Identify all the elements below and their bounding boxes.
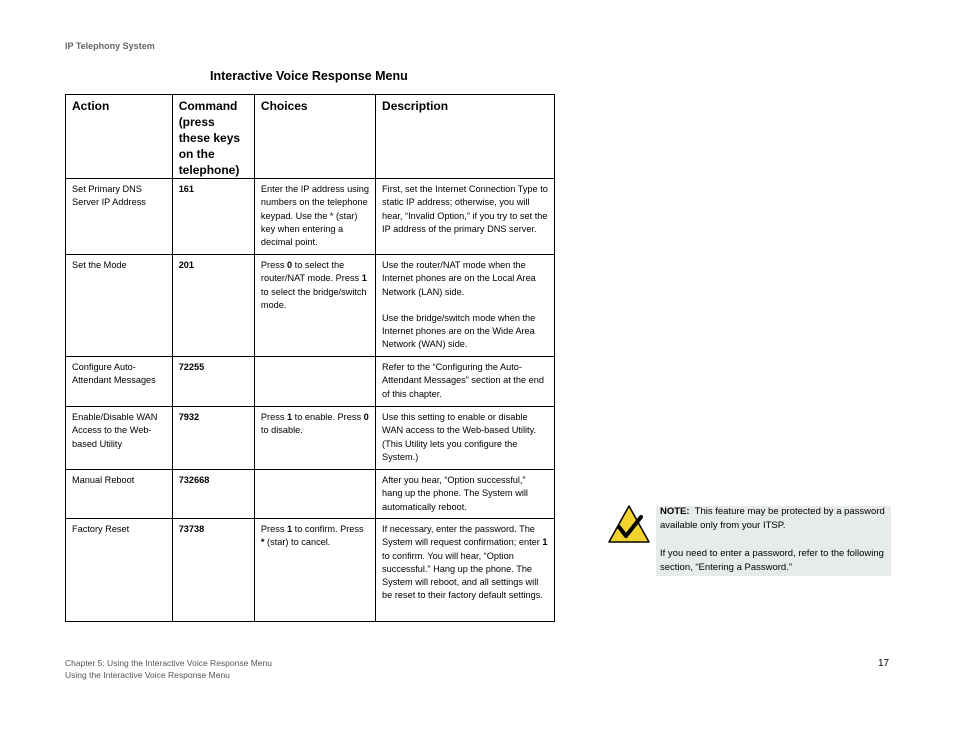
choices-cell: Press 0 to select the router/NAT mode. Press 1 to select the bridge/switch mode.	[254, 255, 375, 357]
action-cell: Set Primary DNS Server IP Address	[66, 179, 173, 255]
warning-check-icon	[608, 505, 650, 543]
table-row	[66, 357, 555, 407]
command-cell: 7932	[172, 407, 254, 470]
table-row	[66, 470, 555, 519]
column-header-description: Description	[376, 95, 555, 179]
note-body-2: If you need to enter a password, refer to the following section, “Entering a Password.”	[660, 548, 884, 573]
action-cell: Factory Reset	[66, 519, 173, 622]
column-header-command: Command (press these keys on the telephone)	[172, 95, 254, 179]
description-cell	[376, 255, 555, 357]
footer-section: Using the Interactive Voice Response Menu	[65, 670, 230, 680]
description-cell	[376, 519, 555, 622]
description-text: After you hear, “Option successful,” hang up the phone. The System will automatically reboot.	[382, 475, 528, 512]
page-number: 17	[878, 658, 890, 669]
description-text: Use the bridge/switch mode when the Internet phones are on the Wide Area Network (WAN) side.	[382, 312, 536, 350]
table-row	[66, 407, 555, 470]
description-text: First, set the Internet Connection Type to static IP address; otherwise, you will hear, “Invalid Option,” if you try to set the IP address of the primary DNS server.	[382, 184, 548, 234]
table-header-row	[66, 95, 555, 179]
command-cell: 72255	[172, 357, 254, 407]
action-cell: Configure Auto-Attendant Messages	[66, 357, 173, 407]
running-header: IP Telephony System	[65, 41, 155, 51]
note-callout	[608, 505, 891, 576]
description-cell	[376, 470, 555, 519]
action-cell: Enable/Disable WAN Access to the Web-based Utility	[66, 407, 173, 470]
footer-chapter: Chapter 5: Using the Interactive Voice Response Menu	[65, 658, 272, 668]
column-header-choices: Choices	[254, 95, 375, 179]
description-text: Use the router/NAT mode when the Internet phones are on the Local Area Network (LAN) side.	[382, 260, 536, 297]
description-text: Refer to the “Configuring the Auto-Attendant Messages” section at the end of this chapter.	[382, 362, 544, 399]
page-footer	[65, 657, 272, 681]
note-text	[660, 505, 888, 575]
column-header-action: Action	[66, 95, 173, 179]
choices-cell: Press 1 to confirm. Press * (star) to cancel.	[254, 519, 375, 622]
command-cell: 201	[172, 255, 254, 357]
action-cell: Manual Reboot	[66, 470, 173, 519]
choices-cell	[254, 357, 375, 407]
note-body: This feature may be protected by a password available only from your ITSP.	[660, 506, 885, 531]
table-row	[66, 255, 555, 357]
table-row	[66, 179, 555, 255]
choices-cell: Press 1 to enable. Press 0 to disable.	[254, 407, 375, 470]
choices-cell: Enter the IP address using numbers on the telephone keypad. Use the * (star) key when entering a decimal point.	[254, 179, 375, 255]
description-cell	[376, 357, 555, 407]
note-label: NOTE:	[660, 506, 690, 517]
description-cell	[376, 407, 555, 470]
choices-cell	[254, 470, 375, 519]
command-cell: 732668	[172, 470, 254, 519]
table-title: Interactive Voice Response Menu	[210, 69, 408, 83]
action-cell: Set the Mode	[66, 255, 173, 357]
description-cell	[376, 179, 555, 255]
description-text: Use this setting to enable or disable WAN access to the Web-based Utility. (This Utility lets you configure the System.)	[382, 412, 537, 462]
table-row	[66, 519, 555, 622]
command-cell: 73738	[172, 519, 254, 622]
command-cell: 161	[172, 179, 254, 255]
ivr-menu-table	[65, 94, 555, 622]
description-text: If necessary, enter the password. The System will request confirmation; enter 1 to confirm. You will hear, “Option successful.” Hang up the phone. The System will reboot, and all settings will be reset to their factory default settings.	[382, 524, 548, 601]
